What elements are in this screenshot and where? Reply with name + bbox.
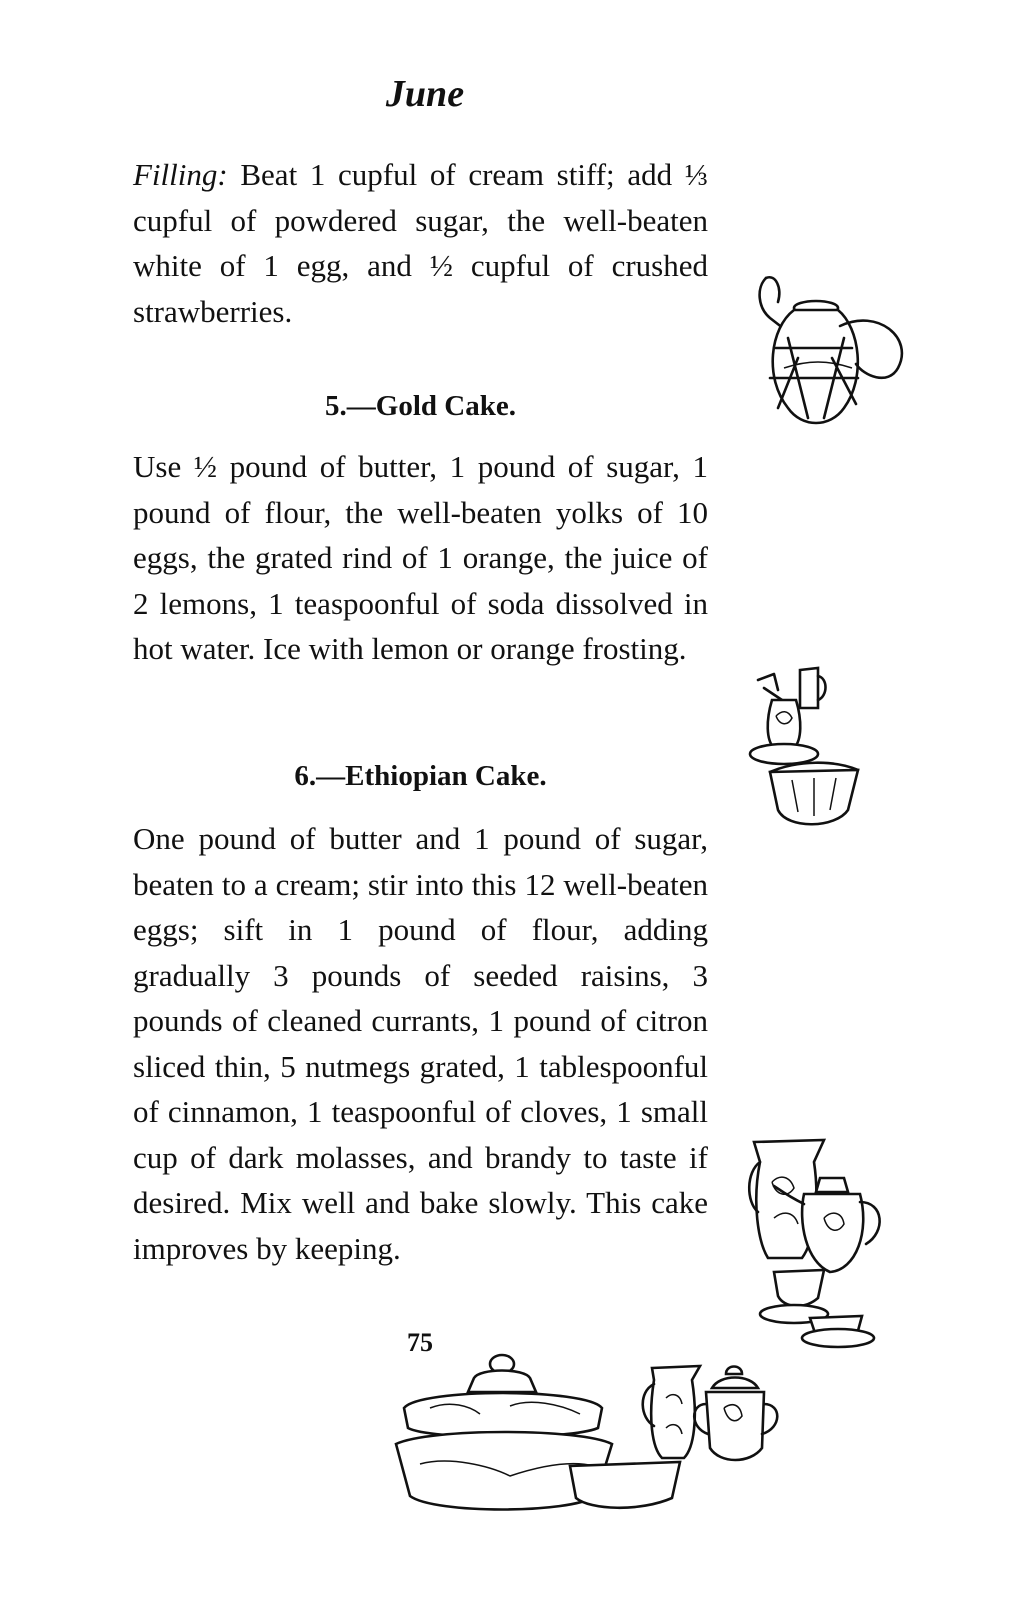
running-head: June (385, 73, 465, 115)
recipe-title-gold-cake: 5.—Gold Cake. (325, 390, 516, 422)
filling-paragraph (133, 152, 708, 334)
pitcher-and-bowl-icon (748, 660, 866, 830)
filling-text: Beat 1 cupful of cream stiff; add ⅓ cupful of powdered sugar, the well-beaten white of 1 egg, and ½ cupful of crushed strawberries. (133, 157, 708, 329)
tea-set-icon (744, 1132, 884, 1352)
recipe-title-ethiopian-cake: 6.—Ethiopian Cake. (294, 760, 547, 792)
tableware-icon (390, 1348, 800, 1518)
recipe-text-gold-cake: Use ½ pound of butter, 1 pound of sugar, 1 pound of flour, the well-beaten yolks of 10 eggs, the grated rind of 1 orange, the juice of 2 lemons, 1 teaspoonful of soda dissolved in hot water. Ice with lemon or orange frosting. (133, 449, 708, 666)
recipe-text-ethiopian-cake: One pound of butter and 1 pound of sugar, beaten to a cream; stir into this 12 well-beaten eggs; sift in 1 pound of flour, adding gradually 3 pounds of seeded raisins, 3 pounds of cleaned currants, 1 pound of citron sliced thin, 5 nutmegs grated, 1 tablespoonful of cinnamon, 1 teaspoonful of cloves, 1 small cup of dark molasses, and brandy to taste if desired. Mix well and bake slowly. This cake improves by keeping. (133, 821, 708, 1266)
page-number: 75 (407, 1328, 433, 1357)
filling-label: Filling: (133, 157, 228, 192)
wrapped-jug-icon (748, 268, 914, 436)
